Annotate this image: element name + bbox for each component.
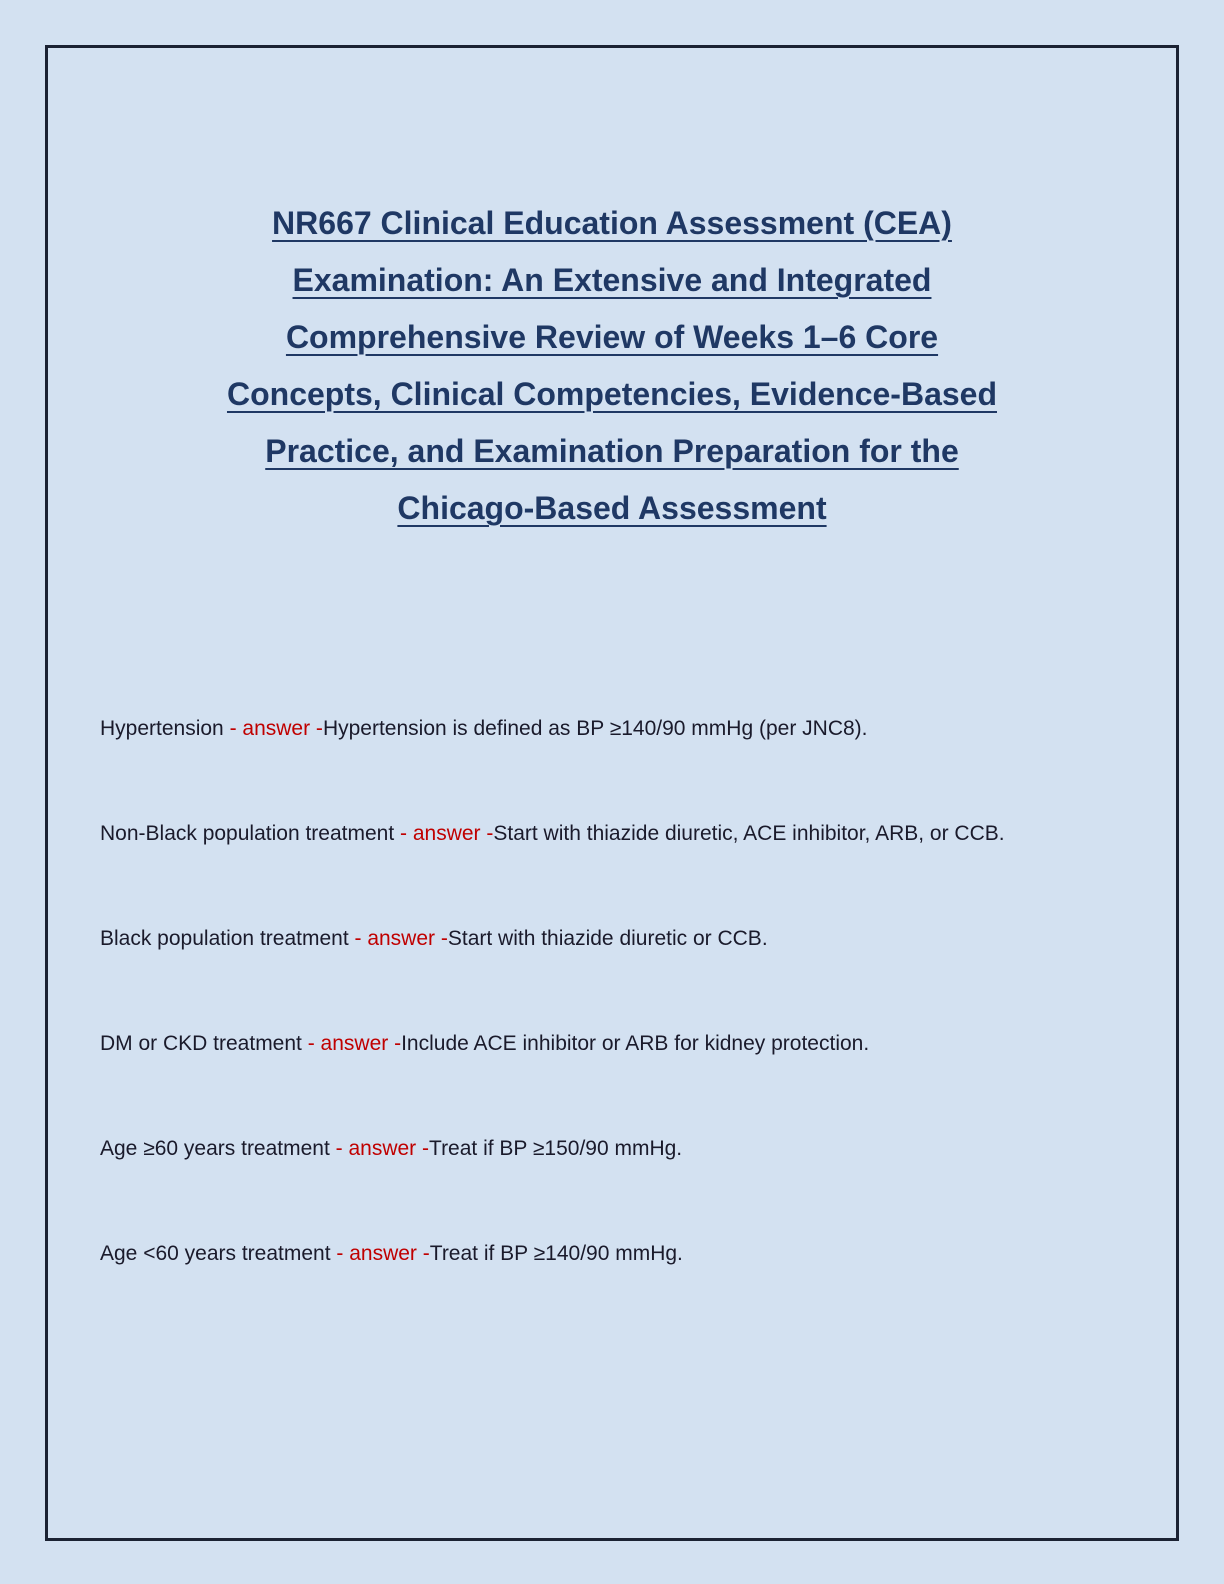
qa-answer-marker: - answer - (336, 1242, 430, 1265)
qa-item (100, 817, 1040, 851)
document-title-line: Examination: An Extensive and Integrated (292, 262, 932, 298)
document-title-line: Chicago-Based Assessment (397, 490, 827, 526)
document-title (100, 195, 1124, 537)
document-title-line: Comprehensive Review of Weeks 1–6 Core (285, 319, 939, 355)
qa-answer-text: Treat if BP ≥140/90 mmHg. (429, 1242, 683, 1265)
qa-question-text: Age <60 years treatment (100, 1242, 331, 1265)
qa-question-text: Hypertension (100, 717, 224, 740)
qa-item (100, 712, 1040, 746)
qa-question-text: DM or CKD treatment (100, 1032, 302, 1055)
document-title-line: Practice, and Examination Preparation for the (265, 433, 959, 469)
qa-answer-text: Include ACE inhibitor or ARB for kidney protection. (401, 1032, 870, 1055)
qa-item (100, 1237, 1040, 1271)
qa-item (100, 922, 1040, 956)
qa-question-text: Age ≥60 years treatment (100, 1137, 330, 1160)
qa-question-text: Non-Black population treatment (100, 822, 395, 845)
qa-answer-marker: - answer - (400, 822, 494, 845)
qa-item (100, 1132, 1040, 1166)
qa-item (100, 1027, 1040, 1061)
document-title-line: Concepts, Clinical Competencies, Evidence-Based (226, 376, 997, 412)
qa-content (100, 712, 1040, 1342)
qa-answer-marker: - answer - (354, 927, 448, 950)
qa-answer-marker: - answer - (229, 717, 323, 740)
document-title-line: NR667 Clinical Education Assessment (CEA) (272, 205, 952, 241)
qa-answer-text: Start with thiazide diuretic or CCB. (447, 927, 768, 950)
qa-answer-text: Hypertension is defined as BP ≥140/90 mmHg (per JNC8). (322, 717, 868, 740)
qa-answer-marker: - answer - (307, 1032, 402, 1055)
qa-answer-text: Start with thiazide diuretic, ACE inhibitor, ARB, or CCB. (493, 822, 1005, 845)
qa-answer-text: Treat if BP ≥150/90 mmHg. (429, 1137, 683, 1160)
qa-question-text: Black population treatment (100, 927, 349, 950)
qa-answer-marker: - answer - (335, 1137, 430, 1160)
